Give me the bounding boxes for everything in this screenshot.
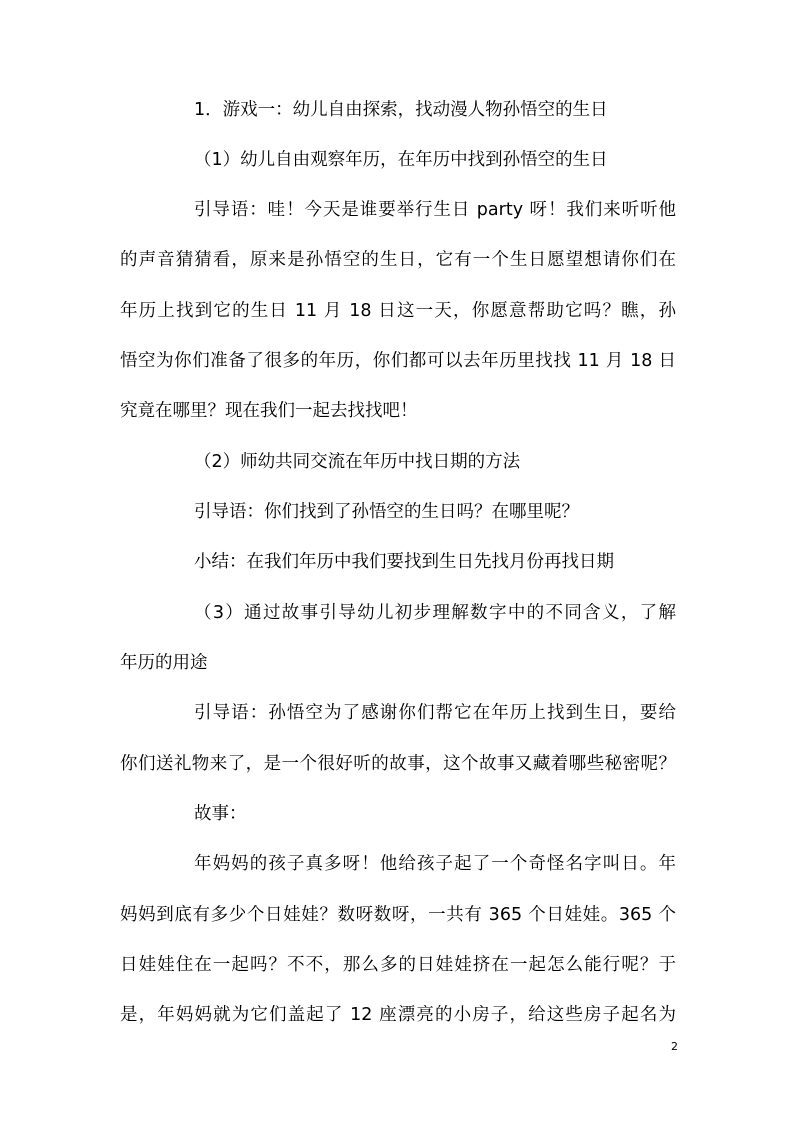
paragraph-line: 悟空为你们准备了很多的年历，你们都可以去年历里找找 11 月 18 日 (120, 351, 676, 371)
paragraph-line: 引导语：哇！今天是谁要举行生日 party 呀！我们来听听他 (194, 200, 676, 220)
subheading-step-3-continued: 年历的用途 (120, 653, 208, 673)
subheading-step-1: （1）幼儿自由观察年历，在年历中找到孙悟空的生日 (194, 150, 608, 170)
subheading-step-2: （2）师幼共同交流在年历中找日期的方法 (194, 452, 521, 472)
paragraph-line: 究竟在哪里？现在我们一起去找找吧！ (120, 401, 418, 421)
paragraph-line: 你们送礼物来了，是一个很好听的故事，这个故事又藏着哪些秘密呢？ (120, 754, 676, 774)
page-number: 2 (671, 1040, 678, 1053)
paragraph-line: 年历上找到它的生日 11 月 18 日这一天，你愿意帮助它吗？瞧，孙 (120, 301, 676, 321)
subheading-step-3: （3）通过故事引导幼儿初步理解数字中的不同含义，了解 (194, 603, 676, 623)
story-label: 故事： (194, 804, 247, 824)
paragraph-line: 的声音猜猜看，原来是孙悟空的生日，它有一个生日愿望想请你们在 (120, 250, 676, 270)
heading-game-one: 1．游戏一：幼儿自由探索，找动漫人物孙悟空的生日 (194, 100, 608, 120)
paragraph-line: 日娃娃住在一起吗？不不，那么多的日娃娃挤在一起怎么能行呢？于 (120, 955, 676, 975)
summary-line: 小结：在我们年历中我们要找到生日先找月份再找日期 (194, 552, 614, 572)
paragraph-line: 年妈妈的孩子真多呀！他给孩子起了一个奇怪名字叫日。年 (194, 854, 676, 874)
paragraph-line: 引导语：你们找到了孙悟空的生日吗？在哪里呢？ (194, 502, 579, 522)
paragraph-line: 妈妈到底有多少个日娃娃？数呀数呀，一共有 365 个日娃娃。365 个 (120, 905, 676, 925)
paragraph-line: 引导语：孙悟空为了感谢你们帮它在年历上找到生日，要给 (194, 703, 676, 723)
paragraph-line: 是，年妈妈就为它们盖起了 12 座漂亮的小房子，给这些房子起名为 (120, 1005, 676, 1025)
